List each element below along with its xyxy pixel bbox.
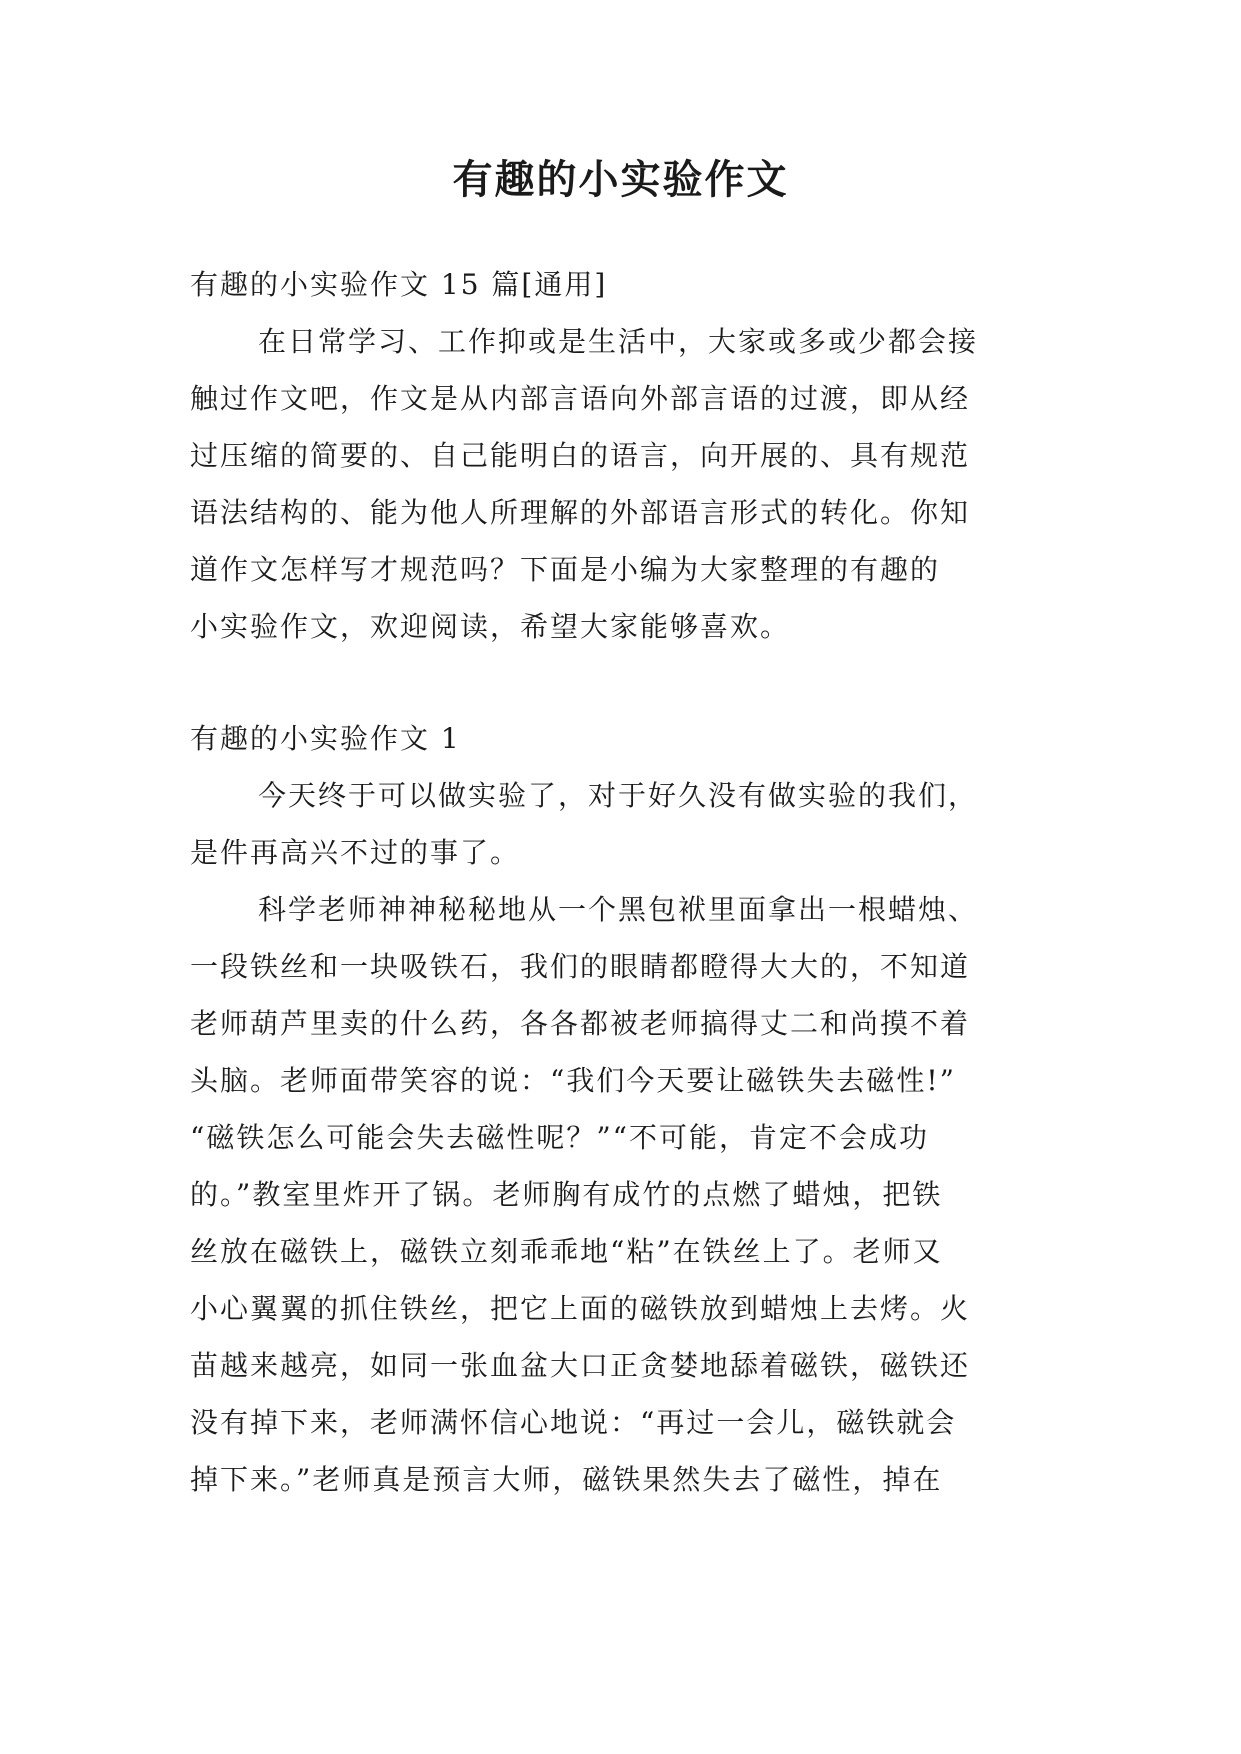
intro-line: 道作文怎样写才规范吗？下面是小编为大家整理的有趣的 bbox=[190, 553, 941, 586]
section-heading: 有趣的小实验作文 1 bbox=[190, 722, 461, 755]
paragraph-line: 老师葫芦里卖的什么药，各各都被老师搞得丈二和尚摸不着 bbox=[190, 1007, 971, 1040]
paragraph-line: 小心翼翼的抓住铁丝，把它上面的磁铁放到蜡烛上去烤。火 bbox=[190, 1292, 971, 1325]
document-title: 有趣的小实验作文 bbox=[452, 156, 789, 203]
intro-line: 在日常学习、工作抑或是生活中，大家或多或少都会接 bbox=[258, 325, 979, 358]
document-body bbox=[190, 256, 1070, 1508]
paragraph-line: 一段铁丝和一块吸铁石，我们的眼睛都瞪得大大的，不知道 bbox=[190, 950, 971, 983]
paragraph-line: 头脑。老师面带笑容的说：“我们今天要让磁铁失去磁性!” bbox=[190, 1064, 956, 1097]
paragraph-line: 今天终于可以做实验了，对于好久没有做实验的我们， bbox=[258, 779, 979, 812]
paragraph-line: 掉下来。”老师真是预言大师，磁铁果然失去了磁性，掉在 bbox=[190, 1463, 943, 1496]
intro-line: 触过作文吧，作文是从内部言语向外部言语的过渡，即从经 bbox=[190, 382, 971, 415]
intro-line: 过压缩的简要的、自己能明白的语言，向开展的、具有规范 bbox=[190, 439, 971, 472]
paragraph-line: 苗越来越亮，如同一张血盆大口正贪婪地舔着磁铁，磁铁还 bbox=[190, 1349, 971, 1382]
paragraph-line: 科学老师神神秘秘地从一个黑包袱里面拿出一根蜡烛、 bbox=[258, 893, 979, 926]
paragraph-line: 丝放在磁铁上，磁铁立刻乖乖地“粘”在铁丝上了。老师又 bbox=[190, 1235, 943, 1268]
section1-paragraph-1 bbox=[190, 767, 1070, 881]
intro-paragraph bbox=[190, 313, 1070, 655]
document-subtitle: 有趣的小实验作文 15 篇[通用] bbox=[190, 268, 608, 301]
paragraph-line: 没有掉下来，老师满怀信心地说：“再过一会儿，磁铁就会 bbox=[190, 1406, 957, 1439]
paragraph-line: 的。”教室里炸开了锅。老师胸有成竹的点燃了蜡烛，把铁 bbox=[190, 1178, 943, 1211]
intro-line: 小实验作文，欢迎阅读，希望大家能够喜欢。 bbox=[190, 610, 791, 643]
section1-paragraph-2 bbox=[190, 881, 1070, 1508]
paragraph-line: 是件再高兴不过的事了。 bbox=[190, 836, 521, 869]
intro-line: 语法结构的、能为他人所理解的外部语言形式的转化。你知 bbox=[190, 496, 971, 529]
section-spacer bbox=[190, 655, 1070, 710]
paragraph-line: “磁铁怎么可能会失去磁性呢？”“不可能，肯定不会成功 bbox=[190, 1121, 929, 1154]
